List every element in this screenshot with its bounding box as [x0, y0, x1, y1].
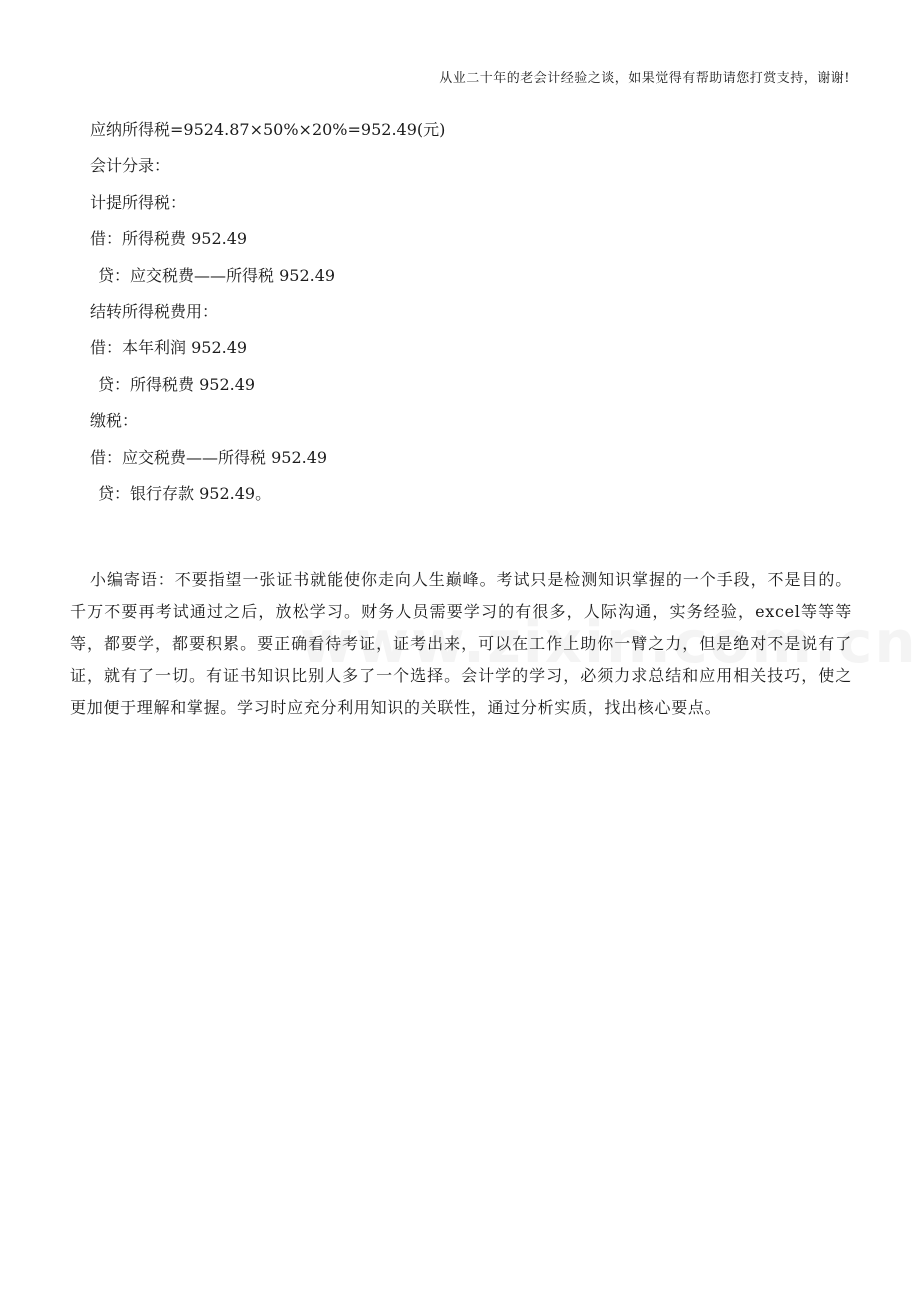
header-note: 从业二十年的老会计经验之谈，如果觉得有帮助请您打赏支持，谢谢!: [439, 71, 850, 86]
entry-line-heading-pay: 缴税：: [90, 411, 139, 431]
entry-line-credit: 贷：所得税费 952.49: [98, 374, 256, 394]
entry-line-debit: 借：本年利润 952.49: [90, 338, 248, 358]
editor-note-paragraph: 小编寄语：不要指望一张证书就能使你走向人生巅峰。考试只是检测知识掌握的一个手段，不是目的。千万不要再考试通过之后，放松学习。财务人员需要学习的有很多，人际沟通，实务经验，excel等等等等，都要学，都要积累。要正确看待考证，证考出来，可以在工作上助你一臂之力，但是绝对不是说有了证，就有了一切。有证书知识比别人多了一个选择。会计学的学习，必须力求总结和应用相关技巧，使之更加便于理解和掌握。学习时应充分利用知识的关联性，通过分析实质，找出核心要点。: [70, 570, 852, 717]
entry-line-debit: 借：所得税费 952.49: [90, 229, 248, 249]
entry-line-heading-journal: 会计分录：: [90, 156, 171, 176]
entry-line-credit: 贷：应交税费——所得税 952.49: [98, 265, 336, 285]
entry-line-credit: 贷：银行存款 952.49。: [98, 483, 272, 503]
entry-line-debit: 借：应交税费——所得税 952.49: [90, 447, 328, 467]
entry-line-heading-transfer: 结转所得税费用：: [90, 301, 219, 321]
accounting-entries: [90, 116, 850, 516]
entry-line-heading-accrue: 计提所得税：: [90, 192, 187, 212]
entry-line-tax-calc: 应纳所得税=9524.87×50%×20%=952.49(元): [90, 120, 446, 139]
